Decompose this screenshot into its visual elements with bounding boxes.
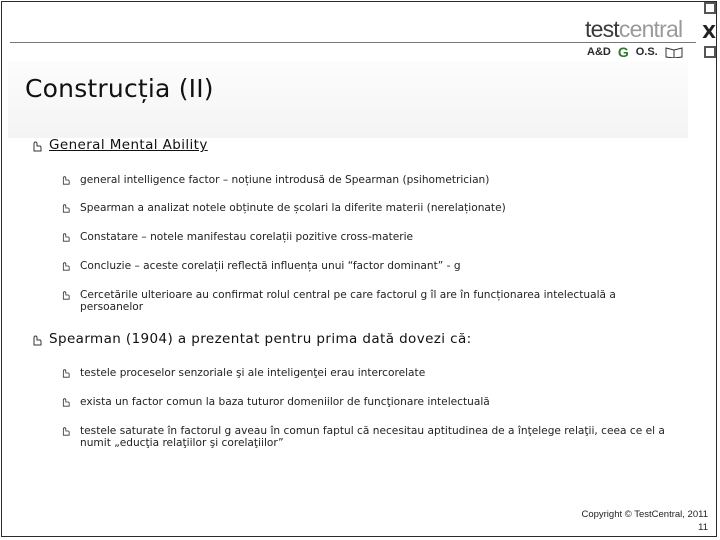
sub-bullet xyxy=(60,231,413,243)
sub-bullet-text: testele proceselor senzoriale şi ale inteligenţei erau intercorelate xyxy=(80,367,426,379)
pointing-hand-icon xyxy=(60,397,70,407)
bullet-text: General Mental Ability xyxy=(49,137,208,153)
pointing-hand-icon xyxy=(30,140,42,152)
sub-bullet xyxy=(60,289,650,313)
pointing-hand-icon xyxy=(60,368,70,378)
sub-bullet xyxy=(60,396,490,408)
pointing-hand-icon xyxy=(60,175,70,185)
pointing-hand-icon xyxy=(60,426,70,436)
sub-bullet xyxy=(60,260,461,272)
bullet-spearman-1904 xyxy=(30,331,472,347)
pointing-hand-icon xyxy=(60,290,70,300)
sub-bullet xyxy=(60,202,506,214)
sub-bullet xyxy=(60,367,425,379)
sub-bullet-text: Constatare – notele manifestau corelații pozitive cross-materie xyxy=(80,231,414,243)
gos-partner-logo: O.S. xyxy=(635,46,658,58)
book-icon xyxy=(665,46,683,58)
restore-icon[interactable] xyxy=(704,2,716,14)
sub-bullet xyxy=(60,425,685,449)
pointing-hand-icon xyxy=(60,203,70,213)
pointing-hand-icon xyxy=(30,334,42,346)
page-number: 11 xyxy=(698,522,708,533)
pointing-hand-icon xyxy=(60,232,70,242)
header-divider xyxy=(10,42,696,43)
sub-bullet-text: Spearman a analizat notele obținute de școlari la diferite materii (nerelaționate) xyxy=(80,202,506,214)
ad-partner-logo: A&D xyxy=(587,46,611,58)
sub-bullet-text: Concluzie – aceste corelații reflectă influența unui “factor dominant” - g xyxy=(80,260,461,272)
close-icon[interactable]: X xyxy=(702,22,716,43)
testcentral-logo xyxy=(585,15,695,67)
pointing-hand-icon xyxy=(60,261,70,271)
slide-title: Construcția (II) xyxy=(25,74,214,103)
bullet-text: Spearman (1904) a prezentat pentru prima dată dovezi că: xyxy=(49,331,472,347)
partner-logos xyxy=(587,44,683,60)
logo-test-text: test xyxy=(585,16,619,42)
sub-bullet-text: exista un factor comun la baza tuturor domeniilor de funcţionare intelectuală xyxy=(80,396,490,408)
slide-footer xyxy=(581,508,708,534)
bullet-general-mental-ability xyxy=(30,137,208,153)
sub-bullet-text: general intelligence factor – noțiune introdusă de Spearman (psihometrician) xyxy=(80,174,490,186)
sub-bullet-text: Cercetările ulterioare au confirmat rolul central pe care factorul g îl are în funcționarea intelectuală a persoanelor xyxy=(80,289,616,313)
copyright-text: Copyright © TestCentral, 2011 xyxy=(581,509,708,520)
maximize-icon[interactable] xyxy=(704,46,716,58)
sub-bullet-text: testele saturate în factorul g aveau în comun faptul că necesitau aptitudinea de a înţelege relaţii, ceea ce el a numit „educţia relaţiilor şi corelaţiilor” xyxy=(80,425,665,449)
sub-bullet xyxy=(60,174,489,186)
logo-central-text: central xyxy=(618,16,683,42)
gos-g-logo: G xyxy=(617,44,629,60)
